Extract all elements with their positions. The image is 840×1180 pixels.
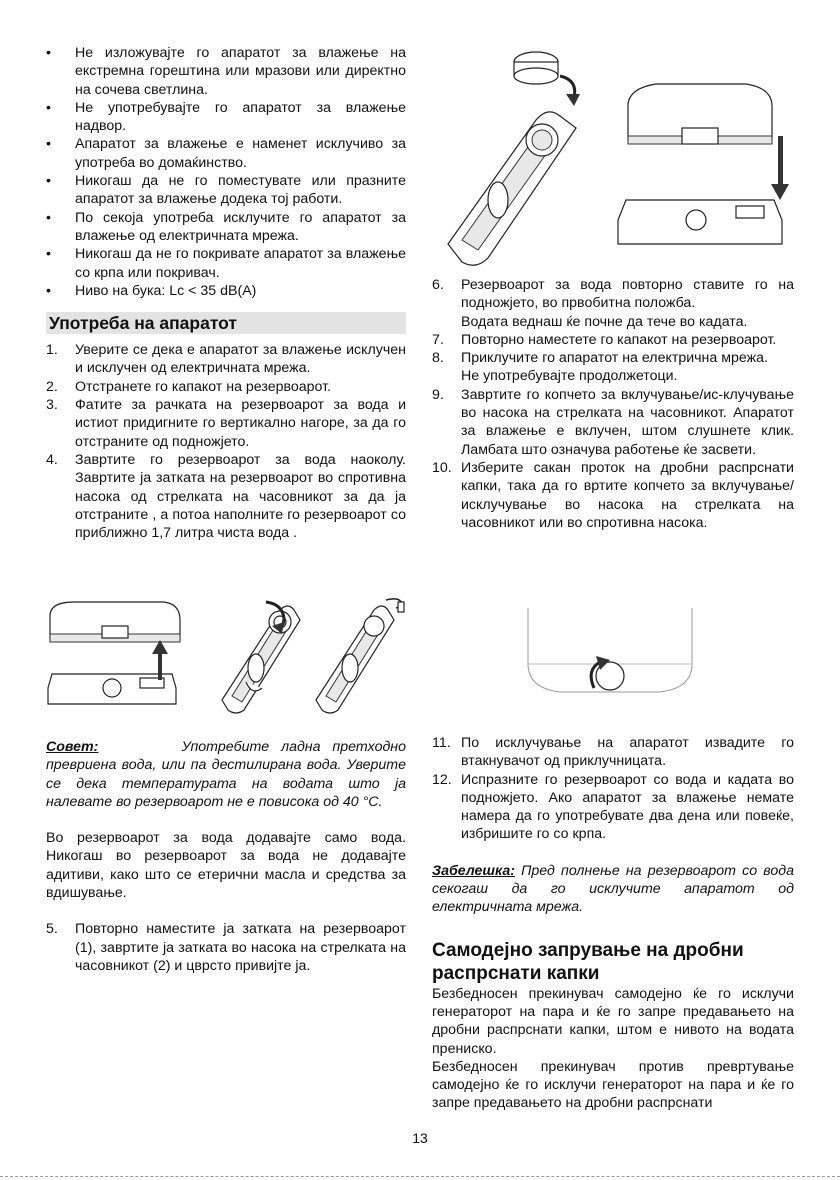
usage-step [432, 331, 794, 349]
footer-divider [0, 1176, 840, 1177]
usage-step [46, 341, 406, 378]
safety-item: • Никогаш да не го поместувате или празните апаратот за влажење додека тој работи. [46, 172, 406, 209]
step-number: 7. [432, 331, 444, 348]
step-text: Изберите сакан проток на дробни распрснати капки, така да го вртите копчето за вклучување/исклучување во насока на стрелката на часовникот или во спротивна насока. [461, 459, 794, 531]
humidifier-base-drawing [528, 608, 692, 692]
tank-refit-illustration [436, 44, 796, 274]
step-number: 9. [432, 386, 444, 403]
water-tank-drawing [448, 112, 576, 265]
left-lower-column [46, 738, 406, 975]
safety-item: • Апаратот за влажење е наменет исклучиво за употреба во домаќинство. [46, 135, 406, 172]
usage-heading: Употреба на апаратот [46, 312, 406, 334]
tank-removal-illustration [44, 596, 408, 720]
step-number: 11. [432, 735, 451, 751]
water-note: Во резервоарот за вода додавајте само вода. Никогаш во резервоарот за вода не додавајте адитиви, како што се етерични масла и средства за вдишување. [46, 830, 406, 902]
usage-step [46, 396, 406, 451]
step-text: По исклучување на апаратот извадите го втакнувачот од приклучницата. [461, 735, 794, 770]
step-extra: Водата веднаш ќе почне да тече во кадата. [461, 313, 748, 330]
step-number: 1. [46, 342, 58, 359]
page-number: 13 [412, 1130, 428, 1146]
right-lower-column [432, 734, 794, 1113]
step-number: 2. [46, 378, 58, 395]
usage-steps-right2-list [432, 734, 794, 844]
step-text: Уверите се дека е апаратот за влажење исклучен и исклучен од електричната мрежа. [75, 342, 406, 377]
usage-step [46, 378, 406, 396]
auto-shutoff-heading: Самодејно запрување на дробни распрснати капки [432, 939, 744, 984]
step-text: Повторно наместете го капакот на резервоарот. [461, 331, 777, 348]
humidifier-base-drawing [618, 200, 782, 244]
step-text: Фатите за рачката на резервоарот за вода и истиот придигните го вертикално нагоре, за да го отстраните од подножјето. [75, 397, 406, 450]
rotate-arrow-icon [560, 76, 580, 106]
usage-step [46, 920, 406, 975]
step-number: 4. [46, 451, 58, 468]
tank-cap-drawing [514, 52, 558, 84]
control-knob-illustration [520, 604, 700, 716]
step-number: 8. [432, 350, 444, 367]
right-column [432, 276, 794, 532]
step-text: Отстранете го капакот на резервоарот. [75, 378, 331, 395]
step-text: Испразните го резервоарот со вода и кадата во подножјето. Ако апаратот за влажење немате намера да го употребувате два дена или повеќе, избришите го со крпа. [461, 771, 794, 843]
safety-item: • Не изложувајте го апаратот за влажење на екстремна горештина или мразови или директно на сочева светлина. [46, 44, 406, 99]
usage-step [432, 349, 794, 386]
step-number: 6. [432, 277, 444, 293]
usage-steps-list [46, 341, 406, 542]
step-number: 12. [432, 771, 452, 788]
step-extra: Не употребувајте продолжетоци. [461, 368, 678, 385]
note-text: Пред полнење на резервоарот со вода секогаш да го исклучите апаратот од електричната мрежа. [432, 862, 794, 916]
step-text: Приклучите го апаратот на електрична мрежа. [461, 350, 768, 367]
safety-item: • Никогаш да не го покривате апаратот за влажење со крпа или покривач. [46, 245, 406, 282]
humidifier-lid-drawing [628, 84, 772, 144]
tip-paragraph [46, 738, 406, 811]
tip-text: Употребите ладна претходно превриена вода, или па дестилирана вода. Уверите се дека температурата на водата што ја налевате во резервоарот не е повисока од 40 °C. [46, 739, 406, 810]
usage-step [432, 459, 794, 532]
step-text: Повторно наместите ја затката на резервоарот (1), завртите ја затката во насока на стрелката на часовникот (2) и цврсто привијте ја. [75, 921, 406, 974]
auto-shutoff-paragraph-2: Безбедносен прекинувач против превртување самодејно ќе го исклучи генераторот на пара и ќе го запре предавањето на дробни распрснати [432, 1058, 794, 1112]
step-text: Резервоарот за вода повторно ставите го на подножјето, во првобитна положба. [461, 277, 794, 312]
step-number: 3. [46, 397, 58, 414]
tip-label: Совет: [46, 739, 99, 755]
note-paragraph [432, 862, 794, 917]
note-label: Забелешка: [432, 862, 515, 879]
safety-item: • Ниво на бука: Lc < 35 dB(A) [46, 282, 406, 300]
water-tank-open-drawing [316, 599, 404, 713]
usage-steps-right-list [432, 276, 794, 532]
left-column [46, 44, 406, 542]
safety-item: • По секоја употреба исклучите го апаратот за влажење од електричната мрежа. [46, 209, 406, 246]
safety-item: • Не употребувајте го апаратот за влажење надвор. [46, 99, 406, 136]
step5-list [46, 920, 406, 975]
step-number: 10. [432, 459, 452, 476]
usage-step [432, 386, 794, 459]
step-text: Завртите го резервоарот за вода наоколу. Завртите ја затката на резервоарот во спротивна насока од стрелката на часовникот за да ја отстраните , а потоа наполните го резервоарот со приближно 1,7 литра чиста вода . [75, 451, 406, 542]
arrow-down-icon [771, 136, 789, 200]
usage-step [46, 451, 406, 542]
water-tank-drawing [222, 606, 300, 713]
step-number: 5. [46, 921, 58, 938]
safety-list [46, 44, 406, 300]
usage-step [432, 734, 794, 771]
usage-step [432, 771, 794, 844]
usage-step [432, 276, 794, 331]
step-text: Завртите го копчето за вклучување/ис-клучување во насока на стрелката на часовникот. Апаратот за влажење е вклучен, штом слушнете клик. Ламбата што означува работење ќе засвети. [461, 386, 794, 458]
auto-shutoff-paragraph-1: Безбедносен прекинувач самодејно ќе го исклучи генераторот на пара и ќе го запре предавањето на дробни распрснати капки, штом е нивото на водата прениско. [432, 985, 794, 1057]
